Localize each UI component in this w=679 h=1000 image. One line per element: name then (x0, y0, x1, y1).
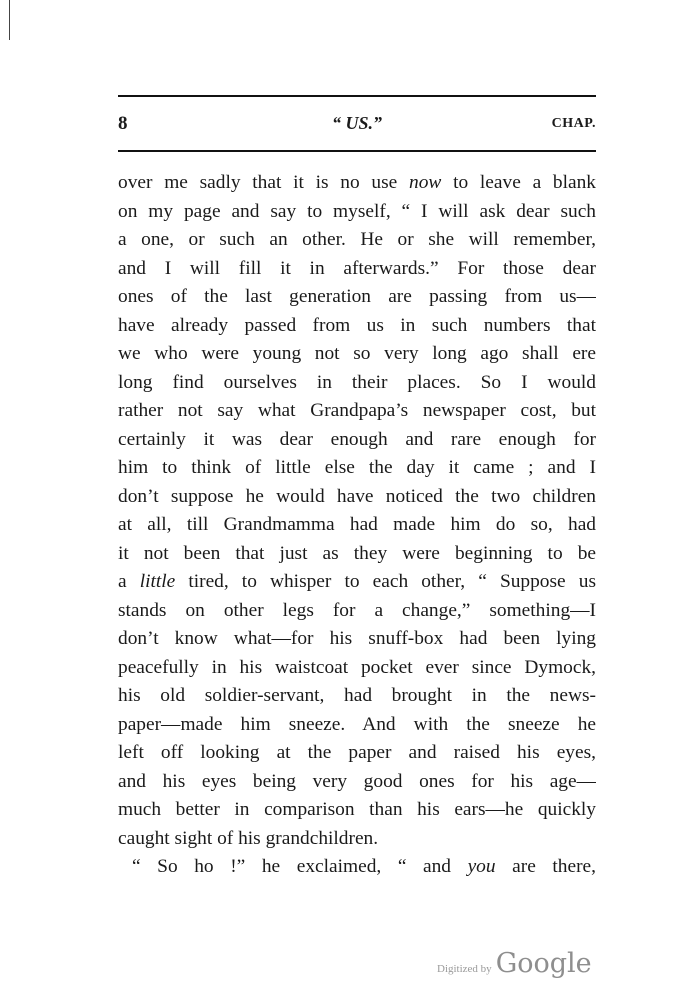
text-line: caught sight of his grandchildren. (118, 827, 379, 849)
text-line: it not been that just as they were beginning to be (118, 542, 596, 564)
text-line: a one, or such an other. He or she will remember, (118, 229, 596, 250)
chapter-label: CHAP. (551, 116, 596, 131)
watermark-prefix: Digitized by (437, 963, 492, 975)
text-line: “ So ho !” he exclaimed, “ and you are there, (132, 856, 596, 877)
page-number: 8 (118, 113, 128, 134)
page-edge-line (9, 0, 10, 40)
digitization-watermark (437, 948, 592, 979)
text-line: left off looking at the paper and raised his eyes, (118, 742, 596, 763)
text-line: ones of the last generation are passing from us— (118, 286, 596, 307)
running-title: “ US.” (331, 113, 382, 133)
text-line: peacefully in his waistcoat pocket ever since Dymock, (118, 656, 596, 678)
body-text (118, 169, 596, 882)
text-line: stands on other legs for a change,” something—I (118, 599, 596, 621)
text-line: at all, till Grandmamma had made him do so, had (118, 514, 596, 535)
text-line: his old soldier-servant, had brought in the news- (118, 685, 596, 706)
text-line: over me sadly that it is no use now to leave a blank (118, 172, 596, 193)
text-line: and I will fill it in afterwards.” For those dear (118, 257, 596, 279)
text-line: on my page and say to myself, “ I will ask dear such (118, 200, 596, 222)
text-line: don’t know what—for his snuff-box had been lying (118, 628, 596, 649)
text-line: paper—made him sneeze. And with the sneeze he (118, 713, 596, 735)
text-line: don’t suppose he would have noticed the two children (118, 485, 596, 507)
text-line: certainly it was dear enough and rare enough for (118, 428, 596, 450)
text-line: long find ourselves in their places. So I would (118, 371, 596, 393)
text-line: we who were young not so very long ago shall ere (118, 343, 596, 364)
header-top-rule (118, 95, 596, 97)
text-line: and his eyes being very good ones for his age— (118, 770, 596, 792)
text-line: him to think of little else the day it came ; and I (118, 457, 596, 478)
page-header (118, 113, 596, 137)
google-logo: Google (495, 948, 592, 979)
text-line: rather not say what Grandpapa’s newspaper cost, but (118, 400, 596, 421)
header-bottom-rule (118, 150, 596, 152)
text-line: much better in comparison than his ears—he quickly (118, 799, 596, 820)
text-line: have already passed from us in such numbers that (118, 314, 596, 336)
text-line: a little tired, to whisper to each other, “ Suppose us (118, 571, 596, 592)
